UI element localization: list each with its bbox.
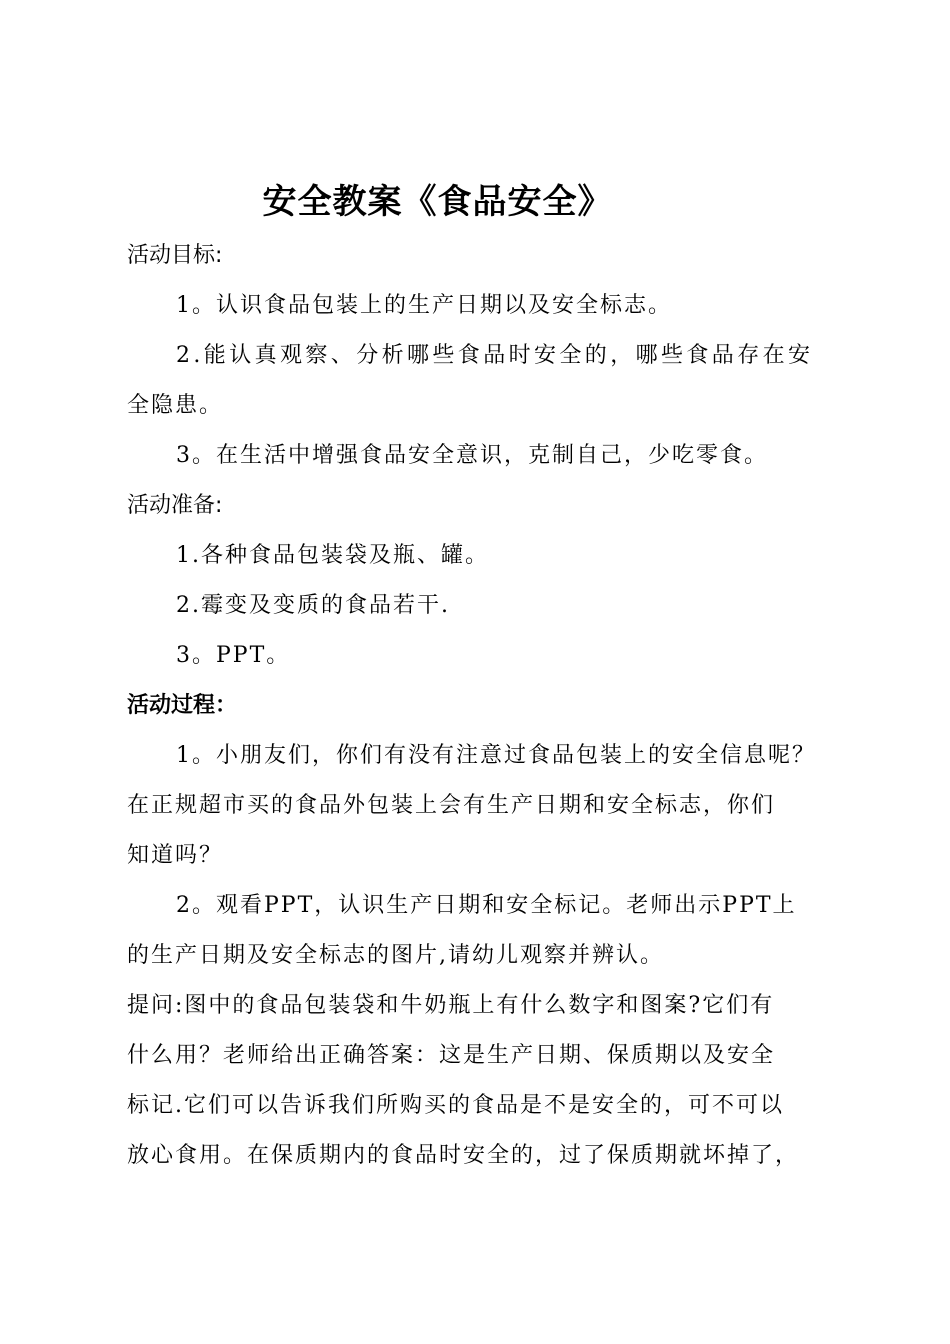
process-paragraph-1-line-3: 知道吗？ [127, 843, 224, 868]
section-heading-goals: 活动目标: [127, 243, 223, 268]
question-line-2: 什么用？老师给出正确答案：这是生产日期、保质期以及安全 [127, 1043, 776, 1068]
section-heading-preparation: 活动准备: [127, 493, 223, 518]
section-heading-process: 活动过程： [127, 693, 238, 718]
goal-item-1: 1。认识食品包装上的生产日期以及安全标志。 [176, 293, 672, 318]
question-line-1: 提问:图中的食品包装袋和牛奶瓶上有什么数字和图案?它们有 [127, 993, 775, 1018]
process-paragraph-1-line-2: 在正规超市买的食品外包装上会有生产日期和安全标志，你们 [127, 793, 776, 818]
question-line-4: 放心食用。在保质期内的食品时安全的，过了保质期就坏掉了， [127, 1143, 800, 1168]
process-paragraph-2-line-2: 的生产日期及安全标志的图片,请幼儿观察并辨认。 [127, 943, 664, 968]
question-line-3: 标记.它们可以告诉我们所购买的食品是不是安全的，可不可以 [127, 1093, 784, 1118]
process-paragraph-2-line-1: 2。观看PPT，认识生产日期和安全标记。老师出示PPT上 [176, 893, 797, 918]
process-paragraph-1-line-1: 1。小朋友们，你们有没有注意过食品包装上的安全信息呢？ [176, 743, 816, 768]
preparation-item-3: 3。PPT。 [176, 643, 291, 668]
preparation-item-1: 1.各种食品包装袋及瓶、罐。 [176, 543, 489, 568]
goal-item-3: 3。在生活中增强食品安全意识，克制自己，少吃零食。 [176, 443, 768, 468]
goal-item-2-line-1: 2.能认真观察、分析哪些食品时安全的，哪些食品存在安 [176, 343, 814, 368]
goal-item-2-line-2: 全隐患。 [127, 393, 224, 418]
document-title: 安全教案《食品安全》 [262, 182, 613, 222]
preparation-item-2: 2.霉变及变质的食品若干. [176, 593, 450, 618]
